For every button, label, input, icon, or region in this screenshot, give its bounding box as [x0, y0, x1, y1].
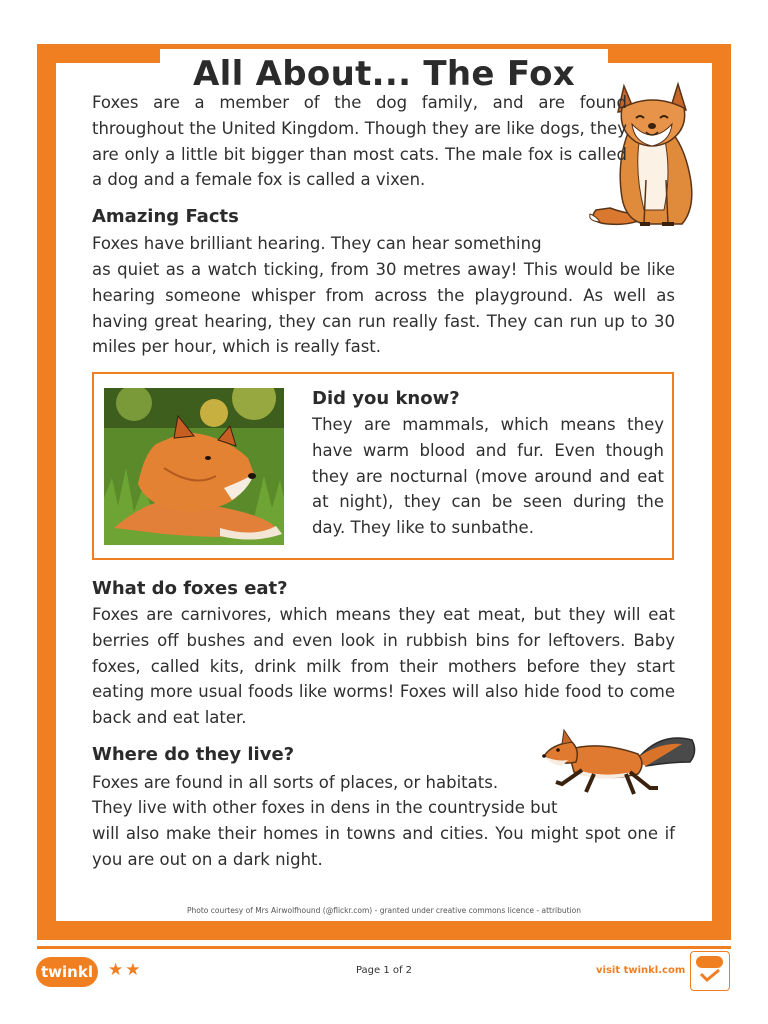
did-you-know-heading: Did you know?	[312, 388, 460, 409]
where-live-paragraph: will also make their homes in towns and cities. You might spot one if you are out on a dark night.	[92, 824, 675, 869]
visit-link[interactable]: visit twinkl.com	[596, 965, 686, 976]
amazing-facts-paragraph: as quiet as a watch ticking, from 30 metres away! This would be like hearing someone whisper from across the playground. As well as having great hearing, they can run really fast. They can run up to 30 miles per hour, which is really fast.	[92, 260, 675, 357]
what-eat-paragraph: Foxes are carnivores, which means they eat meat, but they will eat berries off bushes and even look in rubbish bins for leftovers. Baby foxes, called kits, drink milk from their mothers before they start eating more usual foods like worms! Foxes will also hide food to come back and eat later.	[92, 605, 675, 728]
what-eat-heading: What do foxes eat?	[92, 578, 288, 599]
star-icon: ★★	[108, 960, 143, 980]
amazing-facts-first-line: Foxes have brilliant hearing. They can hear something	[92, 234, 542, 253]
fox-photo	[104, 388, 284, 545]
amazing-facts-heading: Amazing Facts	[92, 206, 239, 227]
where-live-second-line: They live with other foxes in dens in the countryside but	[92, 798, 558, 817]
page-number: Page 1 of 2	[355, 965, 413, 976]
twinkl-logo[interactable]: twinkl	[36, 957, 98, 987]
intro-paragraph: Foxes are a member of the dog family, and are found throughout the United Kingdom. Though they are like dogs, they are only a little bit bigger than most cats. The male fox is called a dog and a female fox is called a vixen.	[92, 93, 627, 190]
quality-badge-icon	[690, 951, 730, 991]
running-fox-illustration	[542, 726, 698, 796]
photo-credit: Photo courtesy of Mrs Airwolfhound (@flickr.com) - granted under creative commons licence - attribution	[186, 906, 582, 915]
where-live-first-line: Foxes are found in all sorts of places, or habitats.	[92, 773, 499, 792]
page-title: All About... The Fox	[160, 49, 608, 99]
did-you-know-paragraph: They are mammals, which means they have warm blood and fur. Even though they are nocturnal (move around and eat at night), they can be seen during the day. They like to sunbathe.	[312, 415, 664, 538]
where-live-heading: Where do they live?	[92, 744, 295, 765]
footer-divider	[37, 946, 731, 949]
